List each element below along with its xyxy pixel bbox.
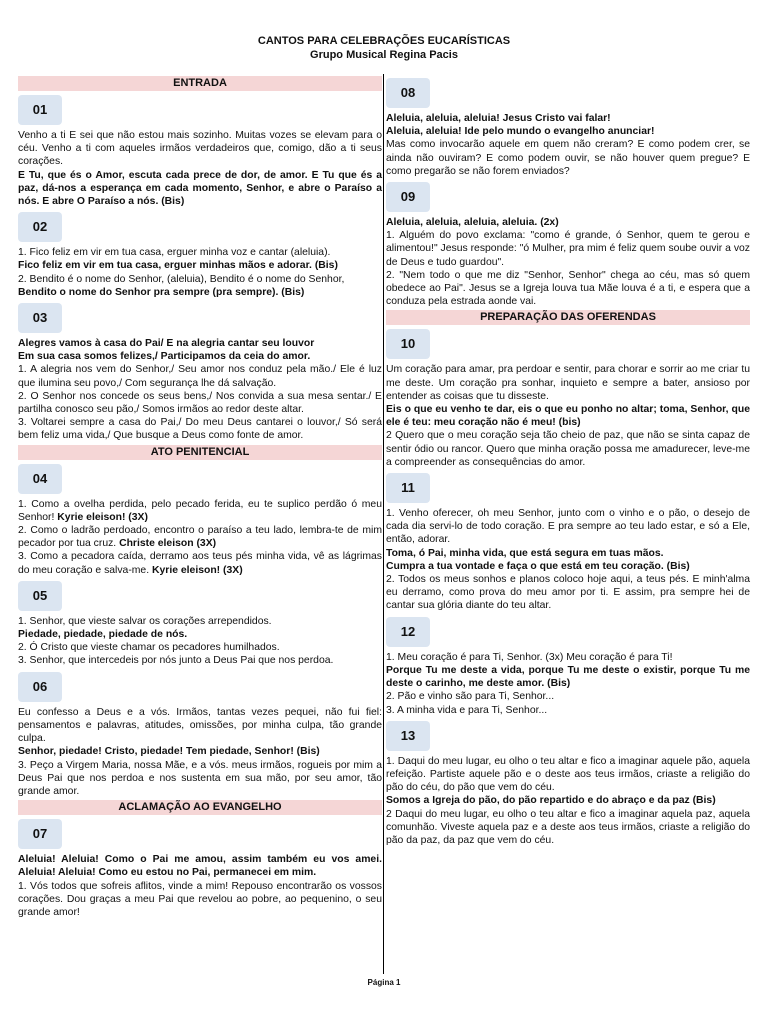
song-verse <box>386 704 750 717</box>
line-text: 3. Senhor, que intercedeis por nós junto a Deus Pai que nos perdoa. <box>18 655 334 667</box>
song-verse <box>18 363 382 389</box>
line-text: Aleluia, aleluia, aleluia, aleluia. (2x) <box>386 217 559 229</box>
song-number: 02 <box>18 212 62 242</box>
line-text: 1. Como a ovelha perdida, pelo pecado ferida, eu te suplico perdão ó meu Senhor! <box>18 498 382 523</box>
song-refrain <box>386 125 750 138</box>
line-text: 1. Senhor, que vieste salvar os corações arrependidos. <box>18 615 272 627</box>
song-verse <box>18 524 382 550</box>
song-block <box>18 460 382 577</box>
song-verse <box>386 507 750 547</box>
line-text: Fico feliz em vir em tua casa, erguer minhas mãos e adorar. (Bis) <box>18 260 338 272</box>
document-title: CANTOS PARA CELEBRAÇÕES EUCARÍSTICAS <box>257 35 511 47</box>
song-number: 06 <box>18 672 62 702</box>
song-verse <box>18 498 382 524</box>
line-text: Aleluia, aleluia, aleluia! Jesus Cristo vai falar! <box>386 113 611 124</box>
right-column <box>386 74 750 847</box>
line-text: Senhor, piedade! Cristo, piedade! Tem piedade, Senhor! (Bis) <box>18 746 320 758</box>
line-text: 2. O Senhor nos concede os seus bens,/ Nos convida a sua mesa sentar./ E partilha conosco seu pão,/ Somos irmãos ao redor deste altar. <box>18 390 382 416</box>
line-text: 2. Como o ladrão perdoado, encontro o paraíso a teu lado, lembra-te de mim pecador por tua cruz. <box>18 525 382 550</box>
song-number: 01 <box>18 95 62 125</box>
song-verse <box>18 615 382 628</box>
song-refrain <box>386 664 750 690</box>
column-divider <box>383 74 384 974</box>
line-text: Piedade, piedade, piedade de nós. <box>18 629 188 641</box>
song-number: 04 <box>18 464 62 494</box>
song-number: 10 <box>386 329 430 359</box>
page-header <box>0 34 768 62</box>
line-response: Kyrie eleison! (3X) <box>152 564 243 576</box>
line-text: 1. Alguém do povo exclama: "como é grande, ó Senhor, quem te gerou e alimentou!" Jesus responde: "ó Mulher, pra mim é feliz quem soube ouvir a voz de Deus e tudo guardou". <box>386 230 750 268</box>
song-refrain <box>18 337 382 350</box>
line-text: Toma, ó Pai, minha vida, que está segura em tuas mãos. <box>386 547 664 559</box>
song-verse <box>18 273 382 286</box>
song-refrain <box>18 286 382 299</box>
song-verse <box>18 654 382 667</box>
song-block <box>18 91 382 208</box>
song-block <box>386 178 750 308</box>
song-verse <box>18 706 382 746</box>
line-text: Eu confesso a Deus e a vós. Irmãos, tantas vezes pequei, não fui fiel: pensamentos e palavras, atitudes, omissões, por minha culpa, tão grande culpa. <box>18 706 382 745</box>
song-block <box>386 74 750 178</box>
section-heading: ATO PENITENCIAL <box>18 445 382 460</box>
song-verse <box>386 138 750 178</box>
song-verse <box>18 641 382 654</box>
line-text: Bendito o nome do Senhor pra sempre (pra sempre). (Bis) <box>18 286 305 298</box>
song-number: 09 <box>386 182 430 212</box>
section-heading: PREPARAÇÃO DAS OFERENDAS <box>386 310 750 325</box>
song-number: 11 <box>386 473 430 503</box>
song-verse <box>18 759 382 799</box>
line-text: 2. "Nem todo o que me diz "Senhor, Senhor" chega ao céu, mas só quem obedece ao Pai". Jesus se a Igreja louva tua Mãe louva é a ti, e espera que a conduza pela estrada aonde vai. <box>386 269 750 308</box>
song-number: 13 <box>386 721 430 751</box>
song-verse <box>386 573 750 613</box>
line-text: 1. Meu coração é para Ti, Senhor. (3x) Meu coração é para Ti! <box>386 651 673 663</box>
line-text: Porque Tu me deste a vida, porque Tu me deste o existir, porque Tu me deste o carinho, me deste amor. (Bis) <box>386 664 750 690</box>
song-block <box>18 577 382 668</box>
line-text: 1. Fico feliz em vir em tua casa, erguer minha voz e cantar (aleluia). <box>18 247 331 259</box>
song-refrain <box>18 745 382 758</box>
line-text: 1. Daqui do meu lugar, eu olho o teu altar e fico a imaginar aquele pão, aquela refeição. Partiste aquele pão e o deste aos teus irmãos, criaste a religião do pão do céu, do pão que vem do céu. <box>386 755 750 794</box>
song-number: 07 <box>18 819 62 849</box>
line-text: Eis o que eu venho te dar, eis o que eu ponho no altar; toma, Senhor, que ele é teu: meu coração não é meu! (bis) <box>386 404 750 429</box>
song-verse <box>18 129 382 169</box>
line-text: Somos a Igreja do pão, do pão repartido e do abraço e da paz (Bis) <box>386 795 716 807</box>
line-text: Aleluia, aleluia! Ide pelo mundo o evangelho anunciar! <box>386 126 655 138</box>
song-number: 05 <box>18 581 62 611</box>
song-block <box>386 717 750 847</box>
line-response: Christe eleison (3X) <box>119 538 217 550</box>
song-block <box>18 668 382 798</box>
song-verse <box>386 229 750 269</box>
line-text: Mas como invocarão aquele em quem não creram? E como podem crer, se ainda não ouviram? E como podem ouvir, se não houver quem pregue? E como pregarão se não forem enviados? <box>386 139 750 177</box>
line-text: Cumpra a tua vontade e faça o que está em teu coração. (Bis) <box>386 560 690 572</box>
song-verse <box>18 246 382 259</box>
song-verse <box>386 755 750 795</box>
song-refrain <box>386 403 750 429</box>
section-heading: ACLAMAÇÃO AO EVANGELHO <box>18 800 382 815</box>
song-verse <box>386 429 750 469</box>
song-number: 12 <box>386 617 430 647</box>
line-text: 2. Todos os meus sonhos e planos coloco hoje aqui, a teus pés. E minh'alma eu derramo, como prova do meu amor por ti. E assim, pra sempre hei de cantar sua glória diante do teu altar. <box>386 574 750 612</box>
song-verse <box>18 416 382 442</box>
line-text: 1. Venho oferecer, oh meu Senhor, junto com o vinho e o pão, o desejo de cada dia servi-lo de todo coração. E pra sempre ao teu lado estar, e só a Ele, então, adorar. <box>386 508 750 546</box>
line-text: Venho a ti E sei que não estou mais sozinho. Muitas vozes se elevam para o céu. Venho a ti com aqueles irmãos verdadeiros que, comigo, dão a ti seus corações. <box>18 130 382 168</box>
line-text: 2 Daqui do meu lugar, eu olho o teu altar e fico a imaginar aquela paz, aquela comunhão. Viveste aquela paz e a deste aos teus irmãos, criaste a religião do pão da paz, da paz que vem do céu. <box>386 808 750 846</box>
song-refrain <box>18 628 382 641</box>
song-verse <box>386 651 750 664</box>
page-number: Página 1 <box>367 978 401 987</box>
song-refrain <box>386 794 750 807</box>
song-verse <box>386 808 750 848</box>
song-block <box>386 613 750 717</box>
song-refrain <box>386 560 750 573</box>
song-verse <box>386 363 750 403</box>
line-text: 2. Ó Cristo que vieste chamar os pecadores humilhados. <box>18 642 280 654</box>
song-block <box>18 299 382 443</box>
line-text: 3. Peço a Virgem Maria, nossa Mãe, e a vós. meus irmãos, rogueis por mim a Deus Pai que nos perdoa e nos sustenta em sua mão, por seu amor, tão grande amor. <box>18 759 382 797</box>
line-text: Um coração para amar, pra perdoar e sentir, para chorar e sorrir ao me criar tu me deste. Um coração pra sonhar, inquieto e sempre a bater, ansioso por entender as coisas que tu disseste. <box>386 364 750 402</box>
song-refrain <box>18 350 382 363</box>
line-text: 1. A alegria nos vem do Senhor,/ Seu amor nos conduz pela mão./ Ele é luz que ilumina seu povo,/ Com segurança lhe dá salvação. <box>18 364 382 389</box>
line-response: Kyrie eleison! (3X) <box>57 511 148 523</box>
song-refrain <box>18 259 382 272</box>
song-verse <box>18 550 382 576</box>
left-column <box>18 74 382 919</box>
song-verse <box>386 690 750 703</box>
song-block <box>18 208 382 299</box>
song-verse <box>386 269 750 309</box>
song-block <box>386 325 750 469</box>
line-text: Aleluia! Aleluia! Como o Pai me amou, assim também eu vos amei. Aleluia! Aleluia! Como eu estou no Pai, permanecei em mim. <box>18 854 382 879</box>
song-block <box>386 469 750 613</box>
line-text: 2 Quero que o meu coração seja tão cheio de paz, que não se sinta capaz de sentir ódio ou rancor. Quero que minha oração possa me amadurecer, leve-me a compreender as consequências do amor. <box>386 430 750 468</box>
song-refrain <box>386 216 750 229</box>
song-refrain <box>386 112 750 125</box>
song-number: 08 <box>386 78 430 108</box>
line-text: 2. Pão e vinho são para Ti, Senhor... <box>386 691 555 703</box>
song-refrain <box>18 169 382 209</box>
song-refrain <box>386 547 750 560</box>
line-text: 3. Voltarei sempre a casa do Pai,/ Do meu Deus cantarei o louvor,/ Só será bem feliz uma vida,/ Que busque a Deus como fonte de amor. <box>18 417 382 442</box>
song-refrain <box>18 853 382 879</box>
line-text: E Tu, que és o Amor, escuta cada prece de dor, de amor. E Tu que és a paz, dá-nos a esperança em cada momento, Senhor, e abre o Paraíso a nós. E abre O Paraíso a nós. (Bis) <box>18 169 382 208</box>
line-text: Em sua casa somos felizes,/ Participamos da ceia do amor. <box>18 351 311 363</box>
line-text: 3. Como a pecadora caída, derramo aos teus pés minha vida, vê as lágrimas do meu coração e salva-me. <box>18 551 382 576</box>
song-verse <box>18 390 382 416</box>
line-text: Alegres vamos à casa do Pai/ E na alegria cantar seu louvor <box>18 338 315 350</box>
song-block <box>18 815 382 919</box>
line-text: 3. A minha vida e para Ti, Senhor... <box>386 704 548 716</box>
line-text: 2. Bendito é o nome do Senhor, (aleluia), Bendito é o nome do Senhor, <box>18 273 345 285</box>
document-subtitle: Grupo Musical Regina Pacis <box>310 49 458 61</box>
section-heading: ENTRADA <box>18 76 382 91</box>
song-number: 03 <box>18 303 62 333</box>
line-text: 1. Vós todos que sofreis aflitos, vinde a mim! Repouso encontrarão os vossos corações. Dou graças a meu Pai que revelou ao pobre, ao pequenino, o seu grande amor! <box>18 880 382 918</box>
song-verse <box>18 880 382 920</box>
